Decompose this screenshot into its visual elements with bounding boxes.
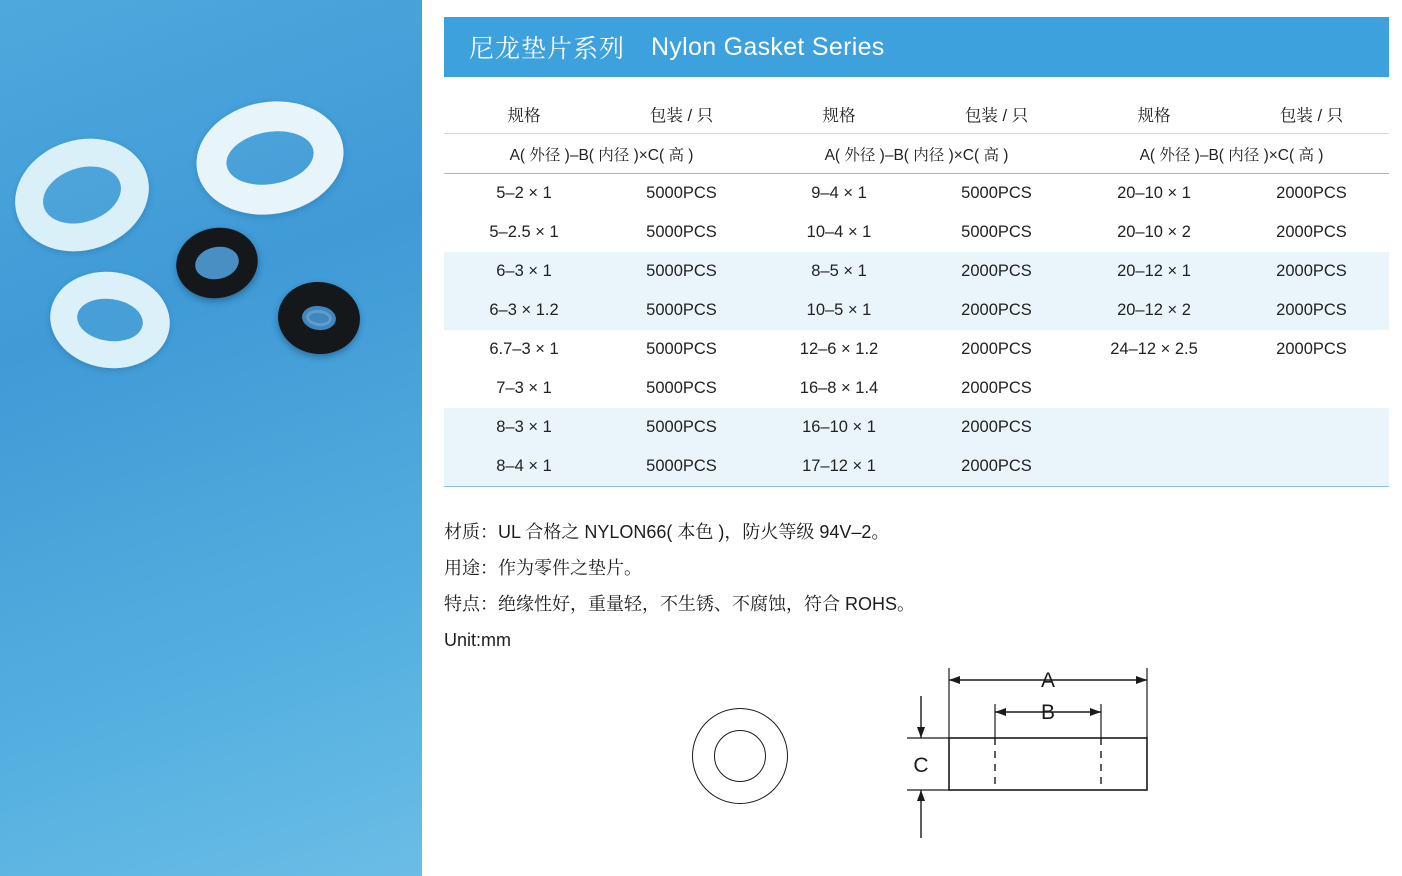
page-title-en: Nylon Gasket Series — [651, 32, 885, 61]
cell-spec: 8–5 × 1 — [759, 252, 919, 291]
arrow-c-top — [917, 727, 925, 738]
note-unit: Unit:mm — [444, 630, 511, 650]
datasheet-panel — [422, 0, 1402, 876]
table-header-row-1 — [444, 94, 1389, 134]
page-title — [444, 17, 1389, 77]
cell-packing — [1234, 447, 1389, 487]
product-image-panel — [0, 0, 422, 876]
arrow-c-bottom — [917, 790, 925, 801]
cross-section-svg — [444, 660, 1389, 870]
cell-spec: 20–12 × 2 — [1074, 291, 1234, 330]
cell-spec — [1074, 408, 1234, 447]
cell-spec: 7–3 × 1 — [496, 379, 552, 397]
arrow-a-right — [1136, 676, 1147, 684]
table-row — [444, 252, 1389, 291]
cell-packing — [1234, 408, 1389, 447]
table-row — [444, 369, 1389, 408]
note-usage: 用途：作为零件之垫片。 — [444, 558, 642, 578]
cell-packing: 5000PCS — [646, 184, 717, 202]
cell-spec: 17–12 × 1 — [759, 447, 919, 487]
cell-spec — [1074, 447, 1234, 487]
cell-packing: 2000PCS — [919, 447, 1074, 487]
product-notes — [444, 514, 1389, 658]
specification-table — [444, 94, 1389, 487]
note-material: 材质：UL 合格之 NYLON66( 本色 )，防火等级 94V–2。 — [444, 522, 890, 542]
nylon-washer-white-2 — [187, 90, 352, 226]
cell-packing: 5000PCS — [961, 184, 1032, 202]
note-features: 特点：绝缘性好，重量轻，不生锈、不腐蚀，符合 ROHS。 — [444, 594, 916, 614]
cell-packing — [1234, 369, 1389, 408]
table-row — [444, 447, 1389, 487]
cell-spec: 12–6 × 1.2 — [799, 340, 879, 358]
cell-spec: 5–2.5 × 1 — [489, 223, 559, 241]
cell-spec: 16–10 × 1 — [759, 408, 919, 447]
cell-packing: 5000PCS — [646, 223, 717, 241]
cell-spec: 20–10 × 1 — [1117, 184, 1191, 202]
cell-spec: 9–4 × 1 — [811, 184, 867, 202]
cell-packing: 2000PCS — [1276, 340, 1347, 358]
table-row — [444, 291, 1389, 330]
arrow-b-left — [995, 708, 1006, 716]
cell-packing: 5000PCS — [604, 252, 759, 291]
table-row — [444, 408, 1389, 447]
column-header-pack-2: 包装 / 只 — [919, 94, 1074, 134]
cell-spec: 6–3 × 1 — [444, 252, 604, 291]
dimension-label-a: A — [1040, 669, 1056, 692]
cell-spec: 10–5 × 1 — [759, 291, 919, 330]
table-row — [444, 330, 1389, 369]
cross-section-body — [949, 738, 1147, 790]
table-head — [444, 94, 1389, 174]
cell-spec: 6.7–3 × 1 — [489, 340, 559, 358]
column-subheader-dimensions-1: A( 外径 )–B( 内径 )×C( 高 ) — [444, 134, 759, 174]
cell-spec: 20–12 × 1 — [1074, 252, 1234, 291]
nylon-washer-black-1 — [170, 220, 265, 306]
column-header-spec-3: 规格 — [1074, 94, 1234, 134]
cell-packing: 5000PCS — [646, 379, 717, 397]
column-header-pack-1: 包装 / 只 — [604, 94, 759, 134]
cell-packing: 2000PCS — [961, 379, 1032, 397]
cell-spec: 8–4 × 1 — [444, 447, 604, 487]
cell-packing: 2000PCS — [919, 252, 1074, 291]
table-row — [444, 174, 1389, 214]
cell-spec: 8–3 × 1 — [444, 408, 604, 447]
cell-packing: 2000PCS — [961, 340, 1032, 358]
dimension-label-b: B — [1040, 701, 1056, 724]
table-header-row-2 — [444, 134, 1389, 174]
arrow-a-left — [949, 676, 960, 684]
column-header-pack-3: 包装 / 只 — [1234, 94, 1389, 134]
nylon-washer-white-3 — [44, 264, 176, 376]
cell-packing: 5000PCS — [646, 340, 717, 358]
cell-spec — [1074, 369, 1234, 408]
column-header-spec-1: 规格 — [444, 94, 604, 134]
cell-spec: 6–3 × 1.2 — [444, 291, 604, 330]
cell-packing: 2000PCS — [1234, 291, 1389, 330]
column-subheader-dimensions-3: A( 外径 )–B( 内径 )×C( 高 ) — [1074, 134, 1389, 174]
cell-packing: 2000PCS — [919, 291, 1074, 330]
cell-packing: 2000PCS — [1276, 223, 1347, 241]
table-row — [444, 213, 1389, 252]
cell-spec: 20–10 × 2 — [1117, 223, 1191, 241]
cell-spec: 24–12 × 2.5 — [1110, 340, 1198, 358]
page-title-cn: 尼龙垫片系列 — [469, 35, 626, 63]
cell-packing: 5000PCS — [604, 408, 759, 447]
table-body — [444, 174, 1389, 487]
cell-spec: 5–2 × 1 — [496, 184, 552, 202]
column-subheader-dimensions-2: A( 外径 )–B( 内径 )×C( 高 ) — [759, 134, 1074, 174]
dimension-label-c: C — [913, 754, 929, 777]
cell-packing: 5000PCS — [604, 447, 759, 487]
dimension-diagram — [444, 660, 1389, 870]
cell-spec: 16–8 × 1.4 — [799, 379, 879, 397]
arrow-b-right — [1090, 708, 1101, 716]
nylon-washer-black-2 — [274, 278, 363, 358]
cell-packing: 5000PCS — [961, 223, 1032, 241]
cell-packing: 2000PCS — [1276, 184, 1347, 202]
nylon-washer-white-1 — [0, 122, 163, 269]
column-header-spec-2: 规格 — [759, 94, 919, 134]
cell-spec: 10–4 × 1 — [806, 223, 872, 241]
cell-packing: 2000PCS — [919, 408, 1074, 447]
cell-packing: 5000PCS — [604, 291, 759, 330]
cell-packing: 2000PCS — [1234, 252, 1389, 291]
